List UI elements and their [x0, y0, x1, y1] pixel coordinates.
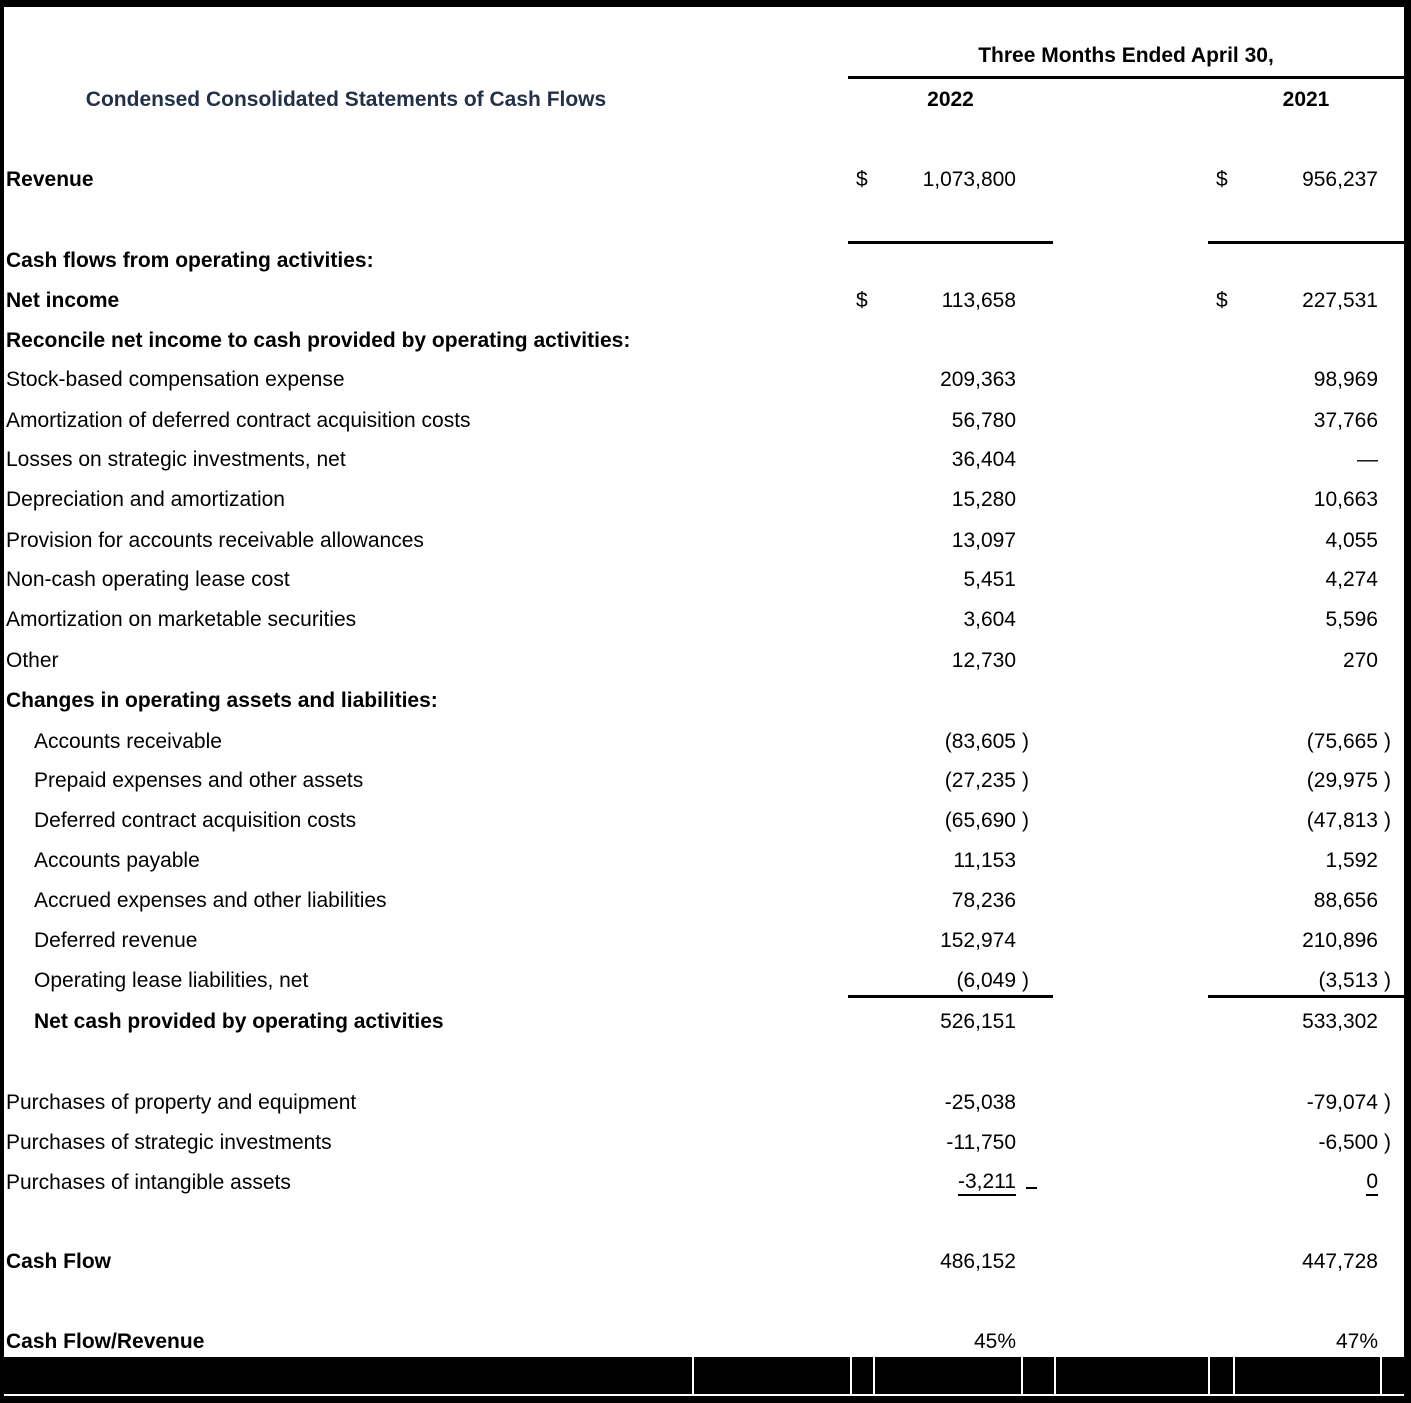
row-net-income [0, 281, 1411, 321]
period-header-underline [848, 76, 1404, 79]
row-label: Cash Flow [6, 1250, 112, 1273]
row-label: Accounts receivable [34, 730, 222, 753]
row-label: Depreciation and amortization [6, 488, 285, 511]
dollar-sign: $ [856, 289, 868, 312]
row-section-reconcile [0, 321, 1411, 361]
row-label: Net income [6, 289, 120, 312]
value-2022: 56,780 [951, 409, 1016, 432]
row-provision-receivable-allowances [0, 521, 1411, 561]
paren-2021: ) [1384, 809, 1391, 832]
row-other [0, 641, 1411, 681]
value-2021: -6,500 [1318, 1131, 1378, 1154]
value-2022: 3,604 [963, 608, 1016, 631]
value-2021: 956,237 [1302, 168, 1378, 191]
value-2022: -3,211 [958, 1171, 1016, 1196]
value-2022: 113,658 [941, 289, 1016, 312]
row-label: Operating lease liabilities, net [34, 969, 309, 992]
value-2021: -79,074 [1306, 1091, 1378, 1114]
frame-border-top [0, 0, 1411, 7]
value-2022: 486,152 [940, 1250, 1016, 1273]
dollar-sign: $ [1216, 289, 1228, 312]
value-2021: 88,656 [1313, 889, 1378, 912]
value-2021: 4,055 [1325, 529, 1378, 552]
value-2022: 152,974 [940, 929, 1016, 952]
value-2022: 209,363 [940, 368, 1016, 391]
row-accounts-payable [0, 841, 1411, 881]
value-2021: 5,596 [1325, 608, 1378, 631]
bar-separator [1054, 1357, 1056, 1394]
bar-separator [850, 1357, 852, 1394]
row-purchases-intangible-assets [0, 1163, 1411, 1203]
frame-border-right [1404, 0, 1411, 1403]
row-operating-lease-liabilities [0, 961, 1411, 1001]
frame-border-left [0, 0, 4, 1403]
row-label: Amortization on marketable securities [6, 608, 357, 631]
row-deferred-revenue [0, 921, 1411, 961]
value-2022: 526,151 [940, 1010, 1016, 1033]
value-2021: (47,813 [1306, 809, 1378, 832]
value-2021: — [1357, 448, 1378, 471]
row-label: Accrued expenses and other liabilities [34, 889, 387, 912]
row-noncash-lease-cost [0, 560, 1411, 600]
dollar-sign: $ [1216, 168, 1228, 191]
paren-2021: ) [1384, 1131, 1391, 1154]
paren-2021: ) [1384, 969, 1391, 992]
row-label: Other [6, 649, 59, 672]
paren-2021: ) [1384, 769, 1391, 792]
row-label: Revenue [6, 168, 94, 191]
underline-mark [1026, 1187, 1037, 1190]
paren-2022: ) [1022, 769, 1029, 792]
value-2022: 5,451 [963, 568, 1016, 591]
row-depreciation-amortization [0, 480, 1411, 520]
value-2021: 270 [1342, 649, 1378, 672]
value-2022: (83,605 [944, 730, 1016, 753]
value-2021: 37,766 [1313, 409, 1378, 432]
value-2022: -25,038 [944, 1091, 1016, 1114]
row-label: Cash Flow/Revenue [6, 1330, 205, 1353]
paren-2022: ) [1022, 969, 1029, 992]
column-header-2021: 2021 [1282, 88, 1330, 111]
dollar-sign: $ [856, 168, 868, 191]
row-cash-flow-revenue-ratio [0, 1322, 1411, 1362]
bar-bottom-line [0, 1394, 1411, 1396]
value-2021: 227,531 [1302, 289, 1378, 312]
value-2021: (3,513 [1318, 969, 1378, 992]
bar-separator [692, 1357, 694, 1394]
bar-separator [1233, 1357, 1235, 1394]
row-net-cash-operating [0, 1002, 1411, 1042]
paren-2021: ) [1384, 730, 1391, 753]
row-accrued-expenses [0, 881, 1411, 921]
row-label: Prepaid expenses and other assets [34, 769, 364, 792]
row-label: Losses on strategic investments, net [6, 448, 346, 471]
row-label: Purchases of intangible assets [6, 1171, 291, 1194]
value-2021: 447,728 [1302, 1250, 1378, 1273]
value-2022: -11,750 [946, 1131, 1016, 1154]
value-2022: 11,153 [953, 849, 1016, 872]
value-2022: 78,236 [951, 889, 1016, 912]
row-label: Deferred revenue [34, 929, 198, 952]
bar-separator [873, 1357, 875, 1394]
value-2021: 4,274 [1325, 568, 1378, 591]
row-label: Purchases of strategic investments [6, 1131, 332, 1154]
row-section-operating-activities [0, 241, 1411, 281]
row-label: Amortization of deferred contract acquisition costs [6, 409, 471, 432]
value-2021: 1,592 [1325, 849, 1378, 872]
bar-separator [1380, 1357, 1382, 1394]
value-2021: 10,663 [1313, 488, 1378, 511]
section-heading: Cash flows from operating activities: [6, 249, 374, 272]
value-2022: (65,690 [944, 809, 1016, 832]
row-label: Deferred contract acquisition costs [34, 809, 357, 832]
bottom-black-bar [0, 1357, 1411, 1403]
value-2021: 0 [1366, 1171, 1378, 1196]
row-stock-based-compensation [0, 360, 1411, 400]
value-2022: (6,049 [956, 969, 1016, 992]
row-label: Accounts payable [34, 849, 200, 872]
row-purchases-property-equipment [0, 1083, 1411, 1123]
row-label: Provision for accounts receivable allowances [6, 529, 424, 552]
value-2022: 15,280 [951, 488, 1016, 511]
section-heading: Changes in operating assets and liabilities: [6, 689, 438, 712]
paren-2022: ) [1022, 730, 1029, 753]
row-purchases-strategic-investments [0, 1123, 1411, 1163]
section-heading: Reconcile net income to cash provided by operating activities: [6, 329, 631, 352]
row-label: Purchases of property and equipment [6, 1091, 357, 1114]
column-header-2022: 2022 [927, 88, 974, 111]
row-label: Net cash provided by operating activities [34, 1010, 444, 1033]
value-2022: 12,730 [951, 649, 1016, 672]
bar-separator [1021, 1357, 1023, 1394]
row-accounts-receivable [0, 722, 1411, 762]
value-2021: 98,969 [1313, 368, 1378, 391]
bar-separator [1208, 1357, 1210, 1394]
paren-2021: ) [1384, 1091, 1391, 1114]
row-prepaid-expenses [0, 761, 1411, 801]
row-label: Non-cash operating lease cost [6, 568, 290, 591]
value-2022: 1,073,800 [922, 168, 1016, 191]
row-cash-flow [0, 1242, 1411, 1282]
value-2021: 47% [1335, 1330, 1378, 1353]
value-2021: 533,302 [1302, 1010, 1378, 1033]
value-2021: (75,665 [1306, 730, 1378, 753]
value-2022: 13,097 [951, 529, 1016, 552]
row-amortization-contract-costs [0, 401, 1411, 441]
value-2022: 36,404 [951, 448, 1016, 471]
value-2022: 45% [973, 1330, 1016, 1353]
statement-title: Condensed Consolidated Statements of Cash Flows [85, 88, 607, 111]
row-losses-strategic-investments [0, 440, 1411, 480]
row-revenue [0, 160, 1411, 200]
row-label: Stock-based compensation expense [6, 368, 345, 391]
row-amortization-marketable-securities [0, 600, 1411, 640]
row-section-changes-assets-liabilities [0, 681, 1411, 721]
value-2022: (27,235 [944, 769, 1016, 792]
value-2021: (29,975 [1306, 769, 1378, 792]
row-deferred-contract-costs [0, 801, 1411, 841]
period-header: Three Months Ended April 30, [978, 44, 1274, 67]
paren-2022: ) [1022, 809, 1029, 832]
value-2021: 210,896 [1302, 929, 1378, 952]
